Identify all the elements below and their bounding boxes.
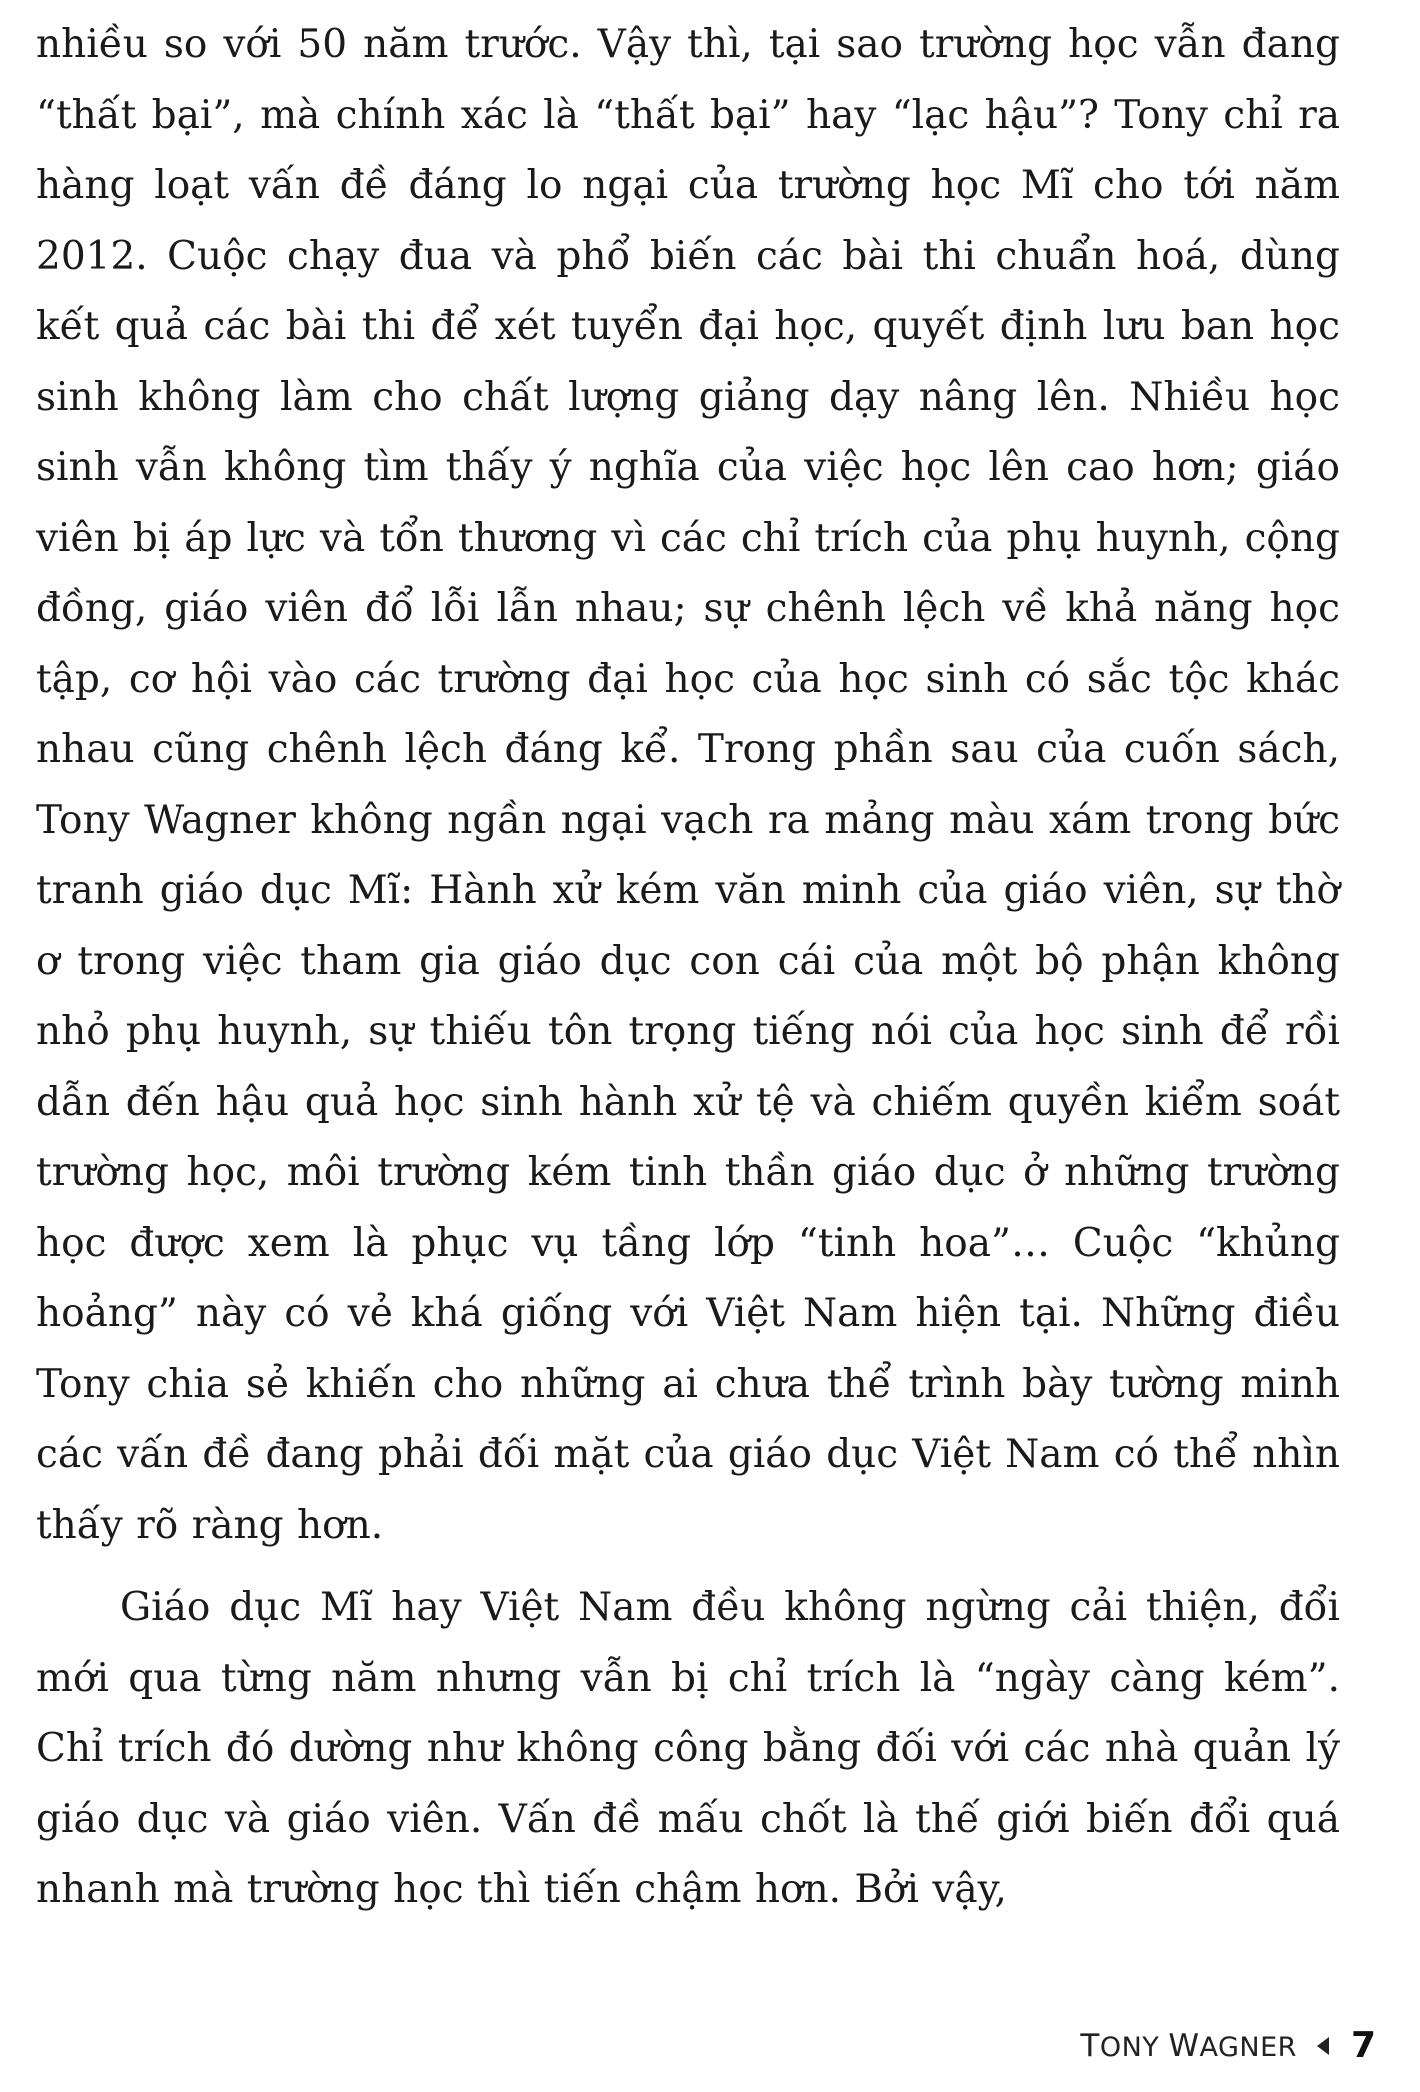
author-rest: ONY	[1099, 2031, 1169, 2063]
paragraph: Giáo dục Mĩ hay Việt Nam đều không ngừng cải thiện, đổi mới qua từng năm nhưng vẫn bị chỉ trích là “ngày càng kém”. Chỉ trích đó dường như không công bằng đối với các nhà quản lý giáo dục và giáo viên. Vấn đề mấu chốt là thế giới biến đổi quá nhanh mà trường học thì tiến chậm hơn. Bởi vậy,	[36, 1585, 1340, 1912]
author-initial: T	[1080, 2027, 1100, 2064]
triangle-marker-icon	[1317, 2037, 1329, 2055]
page-number: 7	[1350, 2025, 1376, 2066]
page-footer	[1080, 2025, 1376, 2066]
author-initial: W	[1168, 2027, 1200, 2064]
paragraph-continued: nhiều so với 50 năm trước. Vậy thì, tại sao trường học vẫn đang “thất bại”, mà chính xác là “thất bại” hay “lạc hậu”? Tony chỉ ra hàng loạt vấn đề đáng lo ngại của trường học Mĩ cho tới năm 2012. Cuộc chạy đua và phổ biến các bài thi chuẩn hoá, dùng kết quả các bài thi để xét tuyển đại học, quyết định lưu ban học sinh không làm cho chất lượng giảng dạy nâng lên. Nhiều học sinh vẫn không tìm thấy ý nghĩa của việc học lên cao hơn; giáo viên bị áp lực và tổn thương vì các chỉ trích của phụ huynh, cộng đồng, giáo viên đổ lỗi lẫn nhau; sự chênh lệch về khả năng học tập, cơ hội vào các trường đại học của học sinh có sắc tộc khác nhau cũng chênh lệch đáng kể. Trong phần sau của cuốn sách, Tony Wagner không ngần ngại vạch ra mảng màu xám trong bức tranh giáo dục Mĩ: Hành xử kém văn minh của giáo viên, sự thờ ơ trong việc tham gia giáo dục con cái của một bộ phận không nhỏ phụ huynh, sự thiếu tôn trọng tiếng nói của học sinh để rồi dẫn đến hậu quả học sinh hành xử tệ và chiếm quyền kiểm soát trường học, môi trường kém tinh thần giáo dục ở những trường học được xem là phục vụ tầng lớp “tinh hoa”… Cuộc “khủng hoảng” này có vẻ khá giống với Việt Nam hiện tại. Những điều Tony chia sẻ khiến cho những ai chưa thể trình bày tường minh các vấn đề đang phải đối mặt của giáo dục Việt Nam có thể nhìn thấy rõ ràng hơn.	[36, 22, 1340, 1548]
author-rest: AGNER	[1199, 2031, 1297, 2063]
running-author	[1080, 2028, 1297, 2064]
page-body	[36, 10, 1340, 1926]
